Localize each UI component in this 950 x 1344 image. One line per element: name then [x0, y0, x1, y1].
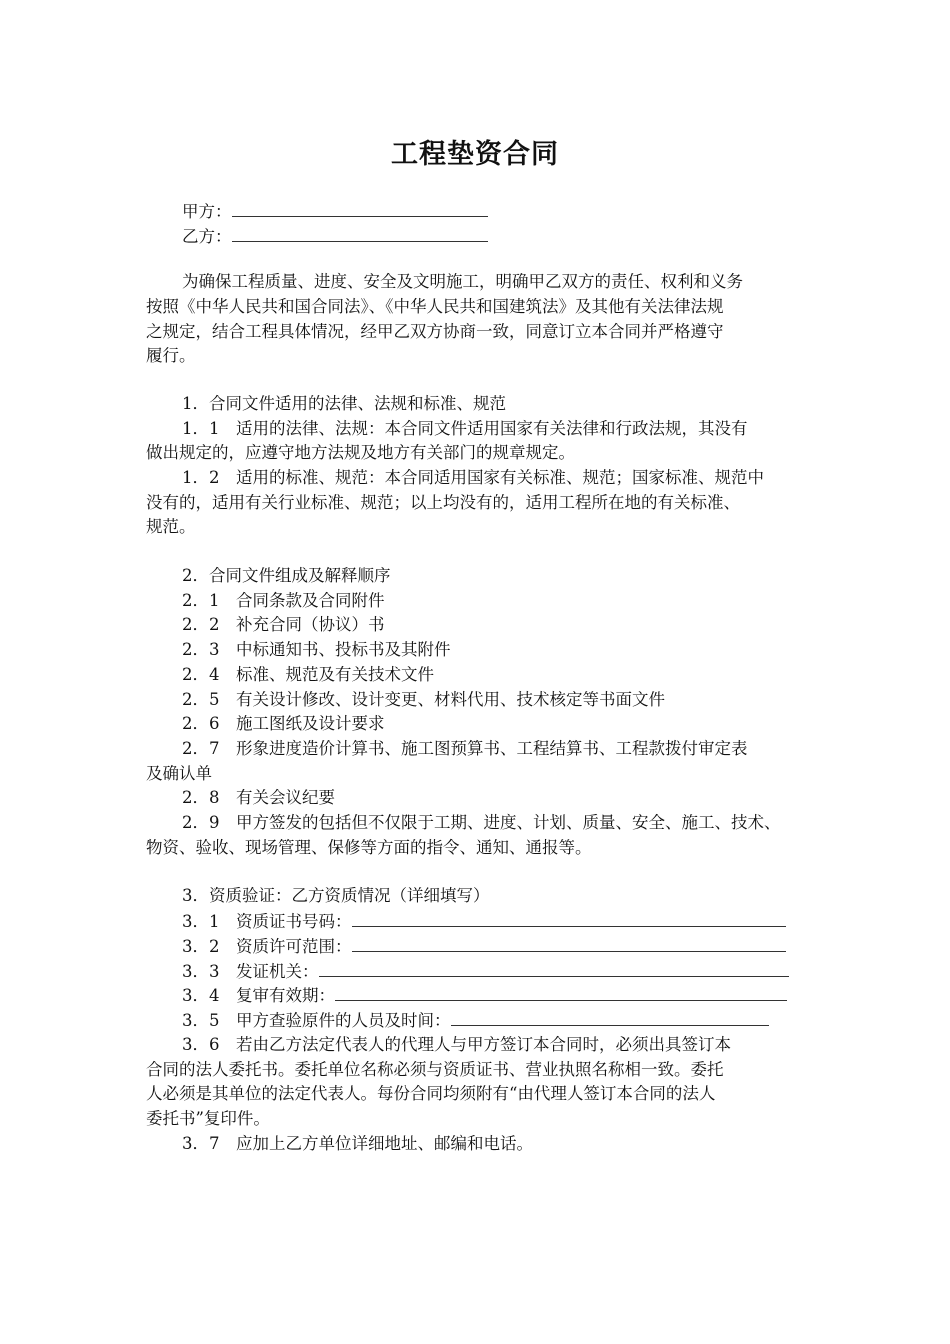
qualification-field-blank — [352, 909, 786, 927]
section-3-line: 3．6 若由乙方法定代表人的代理人与甲方签订本合同时，必须出具签订本 — [182, 1035, 731, 1054]
party-b-row — [146, 224, 862, 250]
section-3-heading: 3．资质验证：乙方资质情况（详细填写） — [182, 886, 490, 905]
qualification-field-blank — [451, 1008, 769, 1026]
section-2-item: 及确认单 — [146, 764, 212, 783]
page-title: 工程垫资合同 — [391, 139, 559, 170]
section-2-item: 2．4 标准、规范及有关技术文件 — [182, 665, 434, 684]
section-1-line: 1．1 适用的法律、法规：本合同文件适用国家有关法律和行政法规，其没有 — [182, 419, 748, 438]
section-3-line: 3．7 应加上乙方单位详细地址、邮编和电话。 — [182, 1134, 533, 1153]
section-1-line: 没有的，适用有关行业标准、规范；以上均没有的，适用工程所在地的有关标准、 — [146, 493, 740, 512]
party-b-label: 乙方： — [182, 227, 232, 246]
party-a-blank — [232, 199, 488, 217]
qualification-field-row — [146, 1008, 862, 1034]
qualification-field-row — [146, 909, 862, 935]
qualification-field-label: 3．1 资质证书号码： — [182, 912, 352, 931]
qualification-field-label: 3．4 复审有效期： — [182, 986, 335, 1005]
section-2-item: 2．7 形象进度造价计算书、施工图预算书、工程结算书、工程款拨付审定表 — [182, 739, 748, 758]
section-2-item: 2．2 补充合同（协议）书 — [182, 615, 385, 634]
party-a-label: 甲方： — [182, 202, 232, 221]
section-3-line: 委托书”复印件。 — [146, 1109, 270, 1128]
section-2-item: 2．6 施工图纸及设计要求 — [182, 714, 385, 733]
party-a-row — [146, 199, 862, 225]
qualification-field-label: 3．2 资质许可范围： — [182, 937, 352, 956]
qualification-field-row — [146, 959, 862, 985]
section-2-item: 2．3 中标通知书、投标书及其附件 — [182, 640, 451, 659]
preamble-line: 按照《中华人民共和国合同法》、《中华人民共和国建筑法》及其他有关法律法规 — [146, 297, 724, 316]
qualification-field-label: 3．3 发证机关： — [182, 962, 319, 981]
section-3-line: 合同的法人委托书。委托单位名称必须与资质证书、营业执照名称相一致。委托 — [146, 1060, 724, 1079]
preamble-line: 履行。 — [146, 346, 196, 365]
section-2-item: 2．8 有关会议纪要 — [182, 788, 335, 807]
party-b-blank — [232, 224, 488, 242]
preamble-line: 为确保工程质量、进度、安全及文明施工，明确甲乙双方的责任、权利和义务 — [182, 272, 743, 291]
section-2-item: 2．1 合同条款及合同附件 — [182, 591, 385, 610]
section-3-line: 人必须是其单位的法定代表人。每份合同均须附有“由代理人签订本合同的法人 — [146, 1084, 716, 1103]
section-1-line: 1．2 适用的标准、规范：本合同适用国家有关标准、规范；国家标准、规范中 — [182, 468, 764, 487]
section-2-item: 2．9 甲方签发的包括但不仅限于工期、进度、计划、质量、安全、施工、技术、 — [182, 813, 781, 832]
section-1-line: 规范。 — [146, 517, 196, 536]
qualification-field-blank — [352, 934, 786, 952]
qualification-field-label: 3．5 甲方查验原件的人员及时间： — [182, 1011, 451, 1030]
qualification-field-blank — [319, 959, 789, 977]
section-2-item: 物资、验收、现场管理、保修等方面的指令、通知、通报等。 — [146, 838, 592, 857]
qualification-field-row — [146, 983, 862, 1009]
section-1-heading: 1．合同文件适用的法律、法规和标准、规范 — [182, 394, 506, 413]
section-2-item: 2．5 有关设计修改、设计变更、材料代用、技术核定等书面文件 — [182, 690, 665, 709]
section-1-line: 做出规定的，应遵守地方法规及地方有关部门的规章规定。 — [146, 443, 575, 462]
section-2-heading: 2．合同文件组成及解释顺序 — [182, 566, 391, 585]
qualification-field-blank — [335, 983, 787, 1001]
qualification-field-row — [146, 934, 862, 960]
preamble-line: 之规定，结合工程具体情况，经甲乙双方协商一致，同意订立本合同并严格遵守 — [146, 322, 724, 341]
